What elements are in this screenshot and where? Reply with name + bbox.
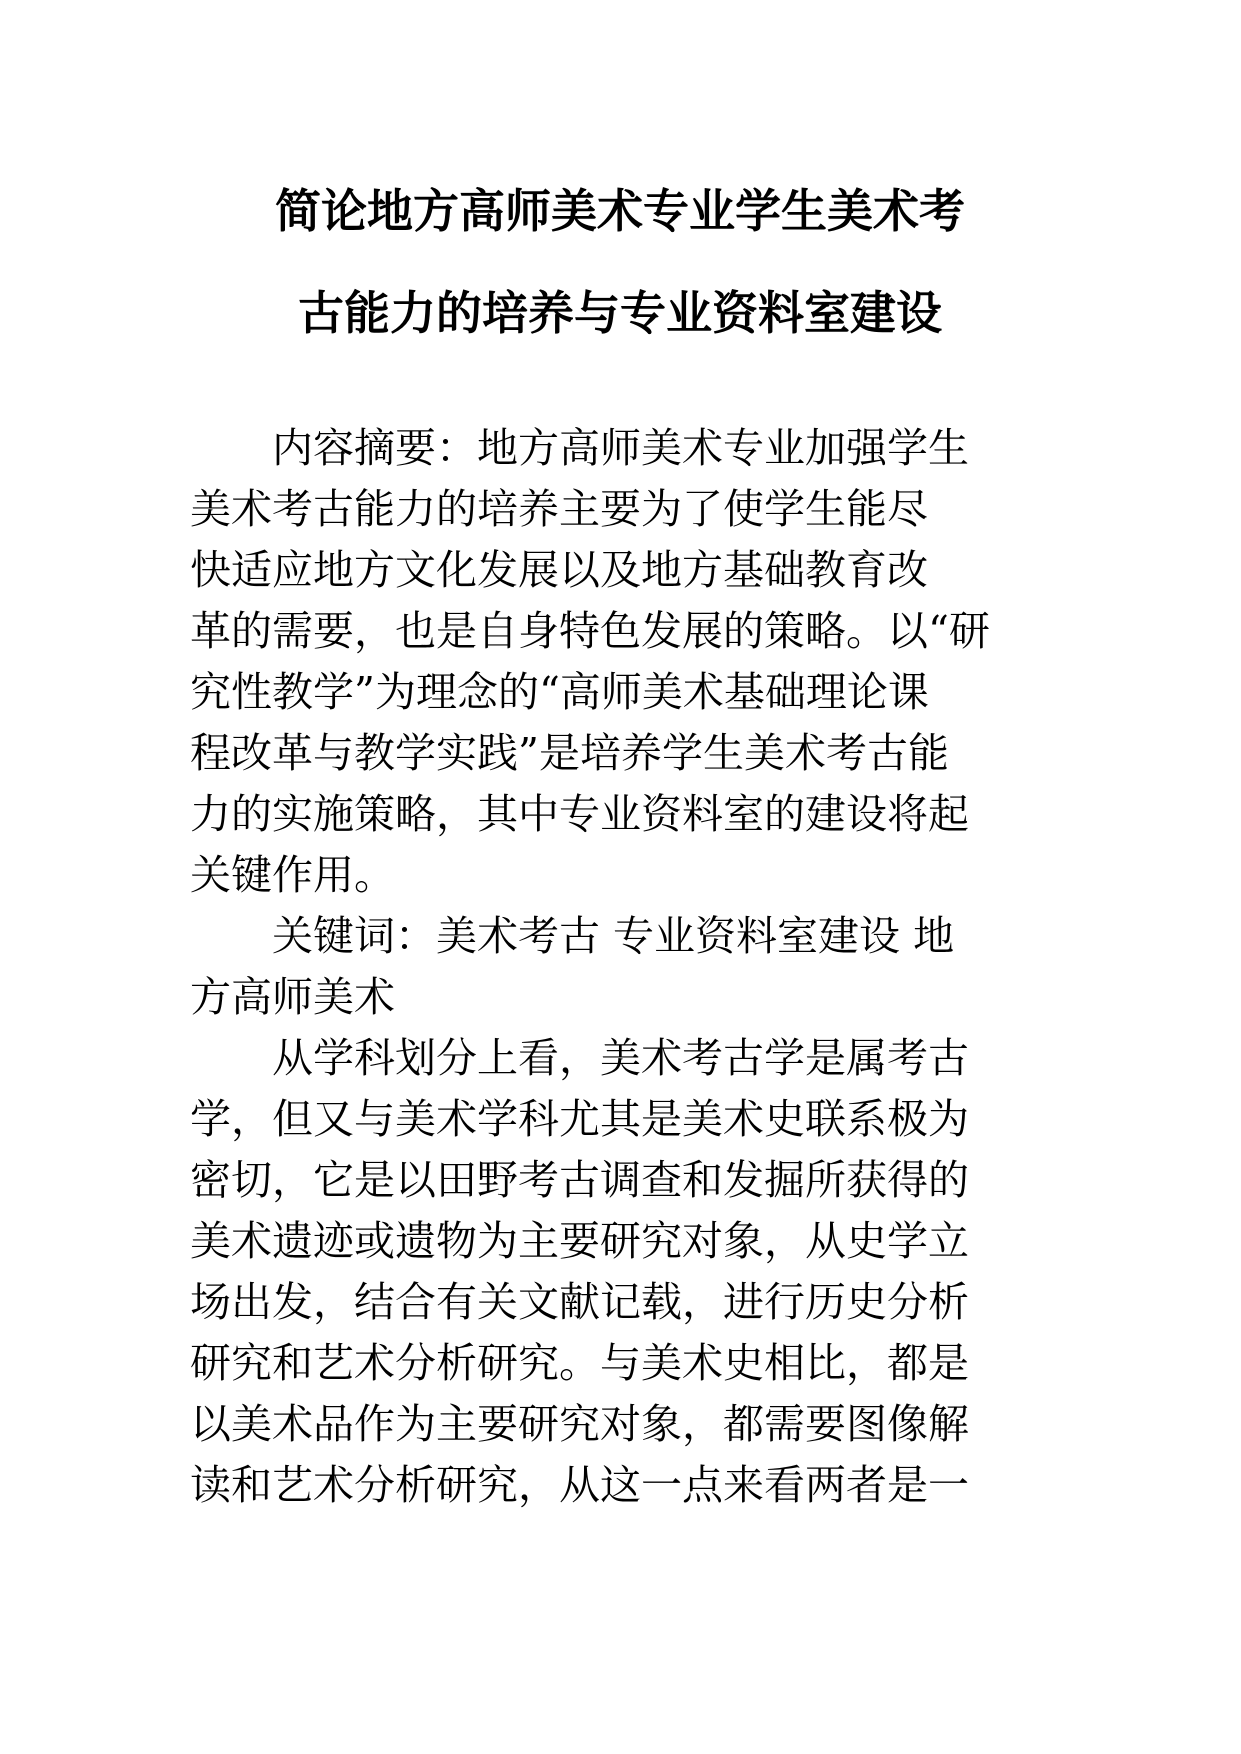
title-line: 古能力的培养与专业资料室建设: [298, 286, 942, 340]
keywords: [190, 906, 1060, 1028]
paragraph-line: 研究和艺术分析研究。与美术史相比，都是: [190, 1339, 969, 1387]
keywords-line: 关键词：美术考古 专业资料室建设 地: [190, 912, 955, 960]
title-line: 简论地方高师美术专业学生美术考: [275, 184, 965, 238]
abstract-line: 内容摘要：地方高师美术专业加强学生: [190, 424, 969, 472]
abstract-line: 程改革与教学实践”是培养学生美术考古能: [190, 729, 949, 777]
keywords-line: 方高师美术: [190, 973, 395, 1021]
paragraph-line: 美术遗迹或遗物为主要研究对象，从史学立: [190, 1217, 969, 1265]
abstract-line: 关键作用。: [190, 851, 395, 899]
paragraph-line: 以美术品作为主要研究对象，都需要图像解: [190, 1400, 969, 1448]
abstract-line: 革的需要，也是自身特色发展的策略。以“研: [190, 607, 990, 655]
paragraph-line: 从学科划分上看，美术考古学是属考古: [190, 1034, 969, 1082]
abstract-line: 快适应地方文化发展以及地方基础教育改: [190, 546, 928, 594]
abstract-line: 力的实施策略，其中专业资料室的建设将起: [190, 790, 969, 838]
abstract-line: 究性教学”为理念的“高师美术基础理论课: [190, 668, 929, 716]
body-paragraph: [190, 1028, 1060, 1516]
document-body: [190, 418, 1060, 1516]
paragraph-line: 读和艺术分析研究，从这一点来看两者是一: [190, 1461, 969, 1509]
document-title: [180, 160, 1060, 364]
paragraph-line: 场出发，结合有关文献记载，进行历史分析: [190, 1278, 969, 1326]
abstract-line: 美术考古能力的培养主要为了使学生能尽: [190, 485, 928, 533]
paragraph-line: 学，但又与美术学科尤其是美术史联系极为: [190, 1095, 969, 1143]
paragraph-line: 密切，它是以田野考古调查和发掘所获得的: [190, 1156, 969, 1204]
abstract: [190, 418, 1060, 906]
